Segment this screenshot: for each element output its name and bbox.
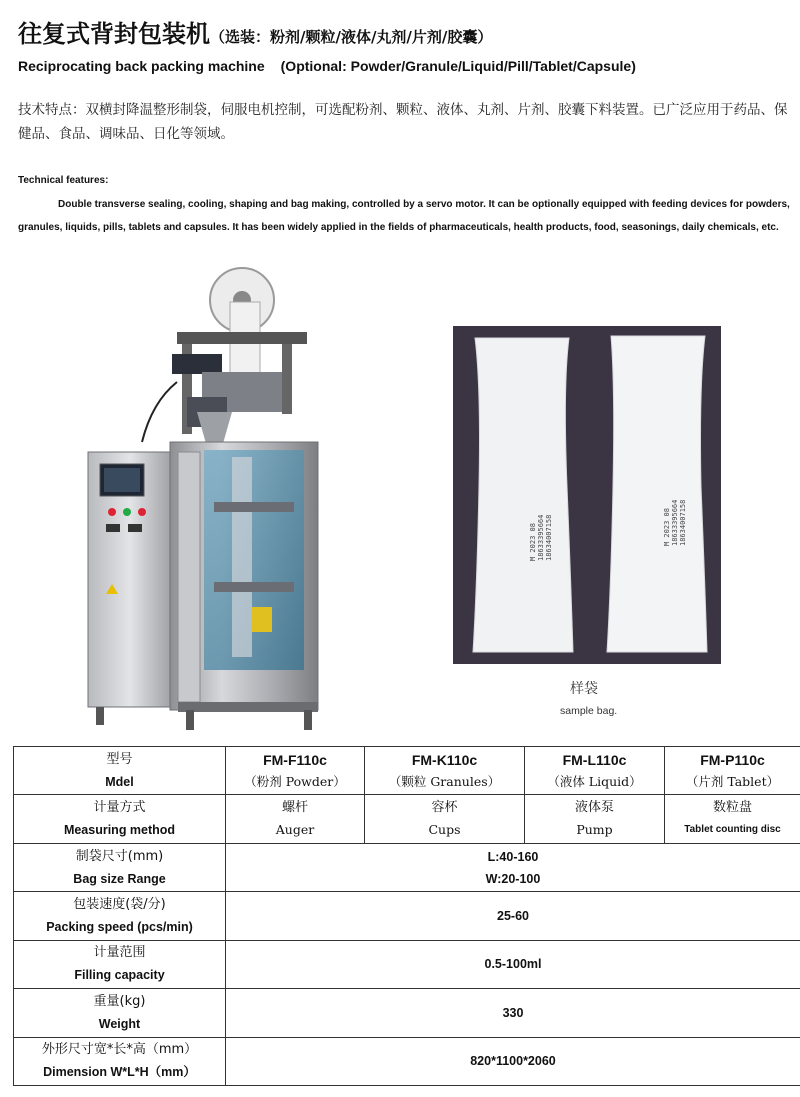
label-dimension-cn: 外形尺寸宽*长*高（mm） xyxy=(41,1042,198,1058)
table-row-dimension xyxy=(14,1037,800,1085)
dimension-value xyxy=(226,1037,800,1085)
label-speed-en: Packing speed (pcs/min) xyxy=(46,919,193,934)
bag-print-line-3: 18634007158 xyxy=(679,499,687,546)
table-row-model xyxy=(14,747,800,795)
measure-cell xyxy=(525,795,665,843)
bag-print-line-2: 18633395664 xyxy=(671,499,679,546)
label-dimension xyxy=(14,1037,226,1085)
title-en-options: (Optional: Powder/Granule/Liquid/Pill/Tablet/Capsule) xyxy=(280,58,636,74)
model-cell xyxy=(525,747,665,795)
label-speed xyxy=(14,892,226,940)
label-bag-size xyxy=(14,843,226,891)
measure-cn: 容杯 xyxy=(431,800,458,816)
dimension-value-text: 820*1100*2060 xyxy=(470,1054,556,1069)
table-row-bag-size xyxy=(14,843,800,891)
table-row-measuring xyxy=(14,795,800,843)
spec-table xyxy=(13,746,800,1086)
label-bag-size-en: Bag size Range xyxy=(73,871,166,886)
title-en xyxy=(18,58,636,74)
label-filling-en: Filling capacity xyxy=(74,968,165,983)
measure-en: Cups xyxy=(428,822,461,838)
title-cn xyxy=(18,14,492,49)
bag-print-line-1: M 2023 08 xyxy=(663,508,671,546)
measure-en: Auger xyxy=(275,822,315,838)
bag-size-width: W:20-100 xyxy=(485,871,541,886)
measure-cn: 液体泵 xyxy=(574,800,614,816)
measure-cell xyxy=(226,795,365,843)
label-bag-size-cn: 制袋尺寸(mm) xyxy=(75,848,164,864)
model-code: FM-F110c xyxy=(263,751,327,768)
label-filling xyxy=(14,940,226,988)
measure-cell xyxy=(665,795,800,843)
label-dimension-en: Dimension W*L*H（mm） xyxy=(43,1065,196,1080)
label-speed-cn: 包装速度(袋/分) xyxy=(73,896,166,912)
filling-value-text: 0.5-100ml xyxy=(484,957,542,972)
title-en-main: Reciprocating back packing machine xyxy=(18,58,265,74)
sample-bag-image xyxy=(453,326,721,664)
packing-machine-image xyxy=(82,262,332,737)
model-type: （颗粒 Granules） xyxy=(388,773,501,789)
bag-size-value xyxy=(226,843,800,891)
table-row-filling xyxy=(14,940,800,988)
features-en-heading: Technical features: xyxy=(18,175,109,186)
label-weight xyxy=(14,989,226,1037)
label-model-en: Mdel xyxy=(105,774,134,789)
model-type: （液体 Liquid） xyxy=(547,773,642,789)
model-cell xyxy=(665,747,800,795)
measure-cn: 螺杆 xyxy=(281,800,308,816)
model-code: FM-P110c xyxy=(700,751,765,768)
bag-print-line-3: 18634007158 xyxy=(545,514,553,561)
model-code: FM-K110c xyxy=(411,751,478,768)
label-filling-cn: 计量范围 xyxy=(93,945,146,961)
label-model xyxy=(14,747,226,795)
measure-cell xyxy=(365,795,525,843)
measure-en: Tablet counting disc xyxy=(684,824,781,836)
table-row-speed xyxy=(14,892,800,940)
speed-value xyxy=(226,892,800,940)
measure-cn: 数粒盘 xyxy=(712,800,752,816)
bag-size-length: L:40-160 xyxy=(487,849,539,864)
label-weight-en: Weight xyxy=(98,1016,141,1031)
model-type: （片剂 Tablet） xyxy=(685,773,780,789)
model-code: FM-L110c xyxy=(562,751,627,768)
model-cell xyxy=(365,747,525,795)
table-row-weight xyxy=(14,989,800,1037)
features-en: Double transverse sealing, cooling, shaping and bag making, controlled by a servo motor. It can be optionally equipped with feeding devices for powders, granules, liquids, pills, tablets and capsules. It has been widely applied in the fields of pharmaceuticals, health products, food, seasonings, daily chemicals, etc. xyxy=(18,199,790,233)
label-measuring xyxy=(14,795,226,843)
features-cn: 技术特点：双横封降温整形制袋，伺服电机控制，可选配粉剂、颗粒、液体、丸剂、片剂、胶囊下料装置。已广泛应用于药品、保健品、食品、调味品、日化等领域。 xyxy=(18,102,788,142)
filling-value xyxy=(226,940,800,988)
title-cn-options: （选装：粉剂/颗粒/液体/丸剂/片剂/胶囊） xyxy=(210,28,493,46)
label-model-cn: 型号 xyxy=(106,751,133,767)
model-cell xyxy=(226,747,365,795)
measure-en: Pump xyxy=(576,822,613,838)
model-type: （粉剂 Powder） xyxy=(244,773,346,789)
label-measuring-en: Measuring method xyxy=(63,823,176,838)
bag-print-line-1: M 2023 08 xyxy=(529,523,537,561)
sample-caption-cn: 样袋 xyxy=(570,681,598,697)
weight-value-text: 330 xyxy=(502,1005,524,1020)
title-cn-main: 往复式背封包装机 xyxy=(18,20,210,48)
speed-value-text: 25-60 xyxy=(497,908,529,923)
bag-print-line-2: 18633395664 xyxy=(537,514,545,561)
weight-value xyxy=(226,989,800,1037)
label-weight-cn: 重量(kg) xyxy=(93,993,146,1009)
label-measuring-cn: 计量方式 xyxy=(93,800,146,816)
sample-caption-en: sample bag. xyxy=(560,705,618,717)
